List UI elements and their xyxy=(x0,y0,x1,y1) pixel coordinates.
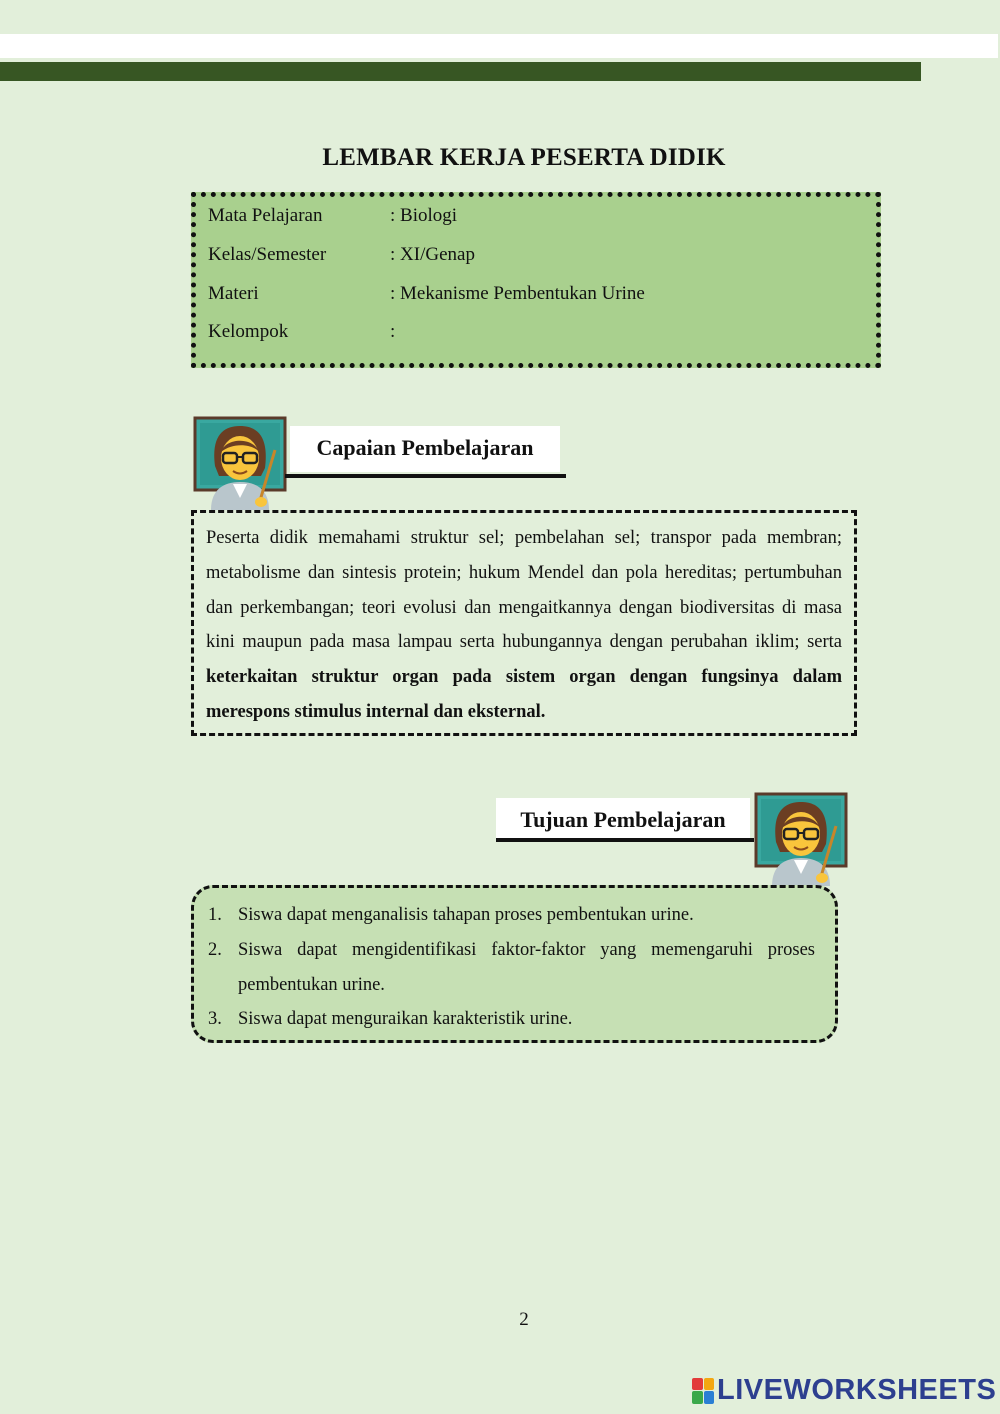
capaian-heading-underline xyxy=(285,474,566,478)
capaian-text xyxy=(206,521,842,730)
brand-name: LIVEWORKSHEETS xyxy=(717,1374,997,1406)
info-label: Materi xyxy=(208,283,259,304)
page-title: LEMBAR KERJA PESERTA DIDIK xyxy=(322,144,726,171)
info-label: Kelompok xyxy=(208,321,289,342)
info-label: Mata Pelajaran xyxy=(208,205,323,226)
info-value: : Biologi xyxy=(390,205,458,226)
capaian-text-bold: keterkaitan struktur organ pada sistem organ dengan fungsinya dalam merespons stimulus internal dan eksternal. xyxy=(206,667,842,722)
list-item-text: Siswa dapat menganalisis tahapan proses pembentukan urine. xyxy=(238,905,694,925)
info-value: : Mekanisme Pembentukan Urine xyxy=(390,283,645,304)
woman-teacher-icon xyxy=(193,416,287,510)
list-item-text: Siswa dapat mengidentifikasi faktor-faktor yang memengaruhi proses pembentukan urine. xyxy=(238,939,815,995)
list-item xyxy=(194,898,835,933)
tujuan-list xyxy=(194,898,835,1037)
info-value: : xyxy=(390,321,396,342)
list-item-text: Siswa dapat menguraikan karakteristik urine. xyxy=(238,1009,573,1030)
capaian-text-plain: Peserta didik memahami struktur sel; pembelahan sel; transpor pada membran; metabolisme dan sintesis protein; hukum Mendel dan pola hereditas; pertumbuhan dan perkembangan; teori evolusi dan mengaitkannya dengan biodiversitas di masa kini maupun pada masa lampau serta hubungannya dengan perubahan iklim; serta xyxy=(206,528,842,653)
info-label: Kelas/Semester xyxy=(208,244,327,265)
woman-teacher-icon xyxy=(754,792,848,886)
list-item-number: 2. xyxy=(208,939,222,960)
page-number: 2 xyxy=(519,1309,529,1330)
capaian-box xyxy=(191,510,857,736)
info-value: : XI/Genap xyxy=(390,244,475,265)
liveworksheets-logo[interactable] xyxy=(692,1374,996,1407)
liveworksheets-logo-icon xyxy=(692,1378,714,1404)
list-item xyxy=(194,933,835,1003)
info-box xyxy=(191,192,881,368)
list-item-number: 3. xyxy=(208,1009,222,1030)
list-item xyxy=(194,1002,835,1037)
tujuan-heading-underline xyxy=(496,838,754,842)
tujuan-heading: Tujuan Pembelajaran xyxy=(496,798,750,842)
list-item-number: 1. xyxy=(208,905,222,925)
top-green-bar xyxy=(0,62,921,81)
top-white-band xyxy=(0,34,998,58)
capaian-heading: Capaian Pembelajaran xyxy=(290,426,560,472)
tujuan-box xyxy=(191,885,838,1043)
